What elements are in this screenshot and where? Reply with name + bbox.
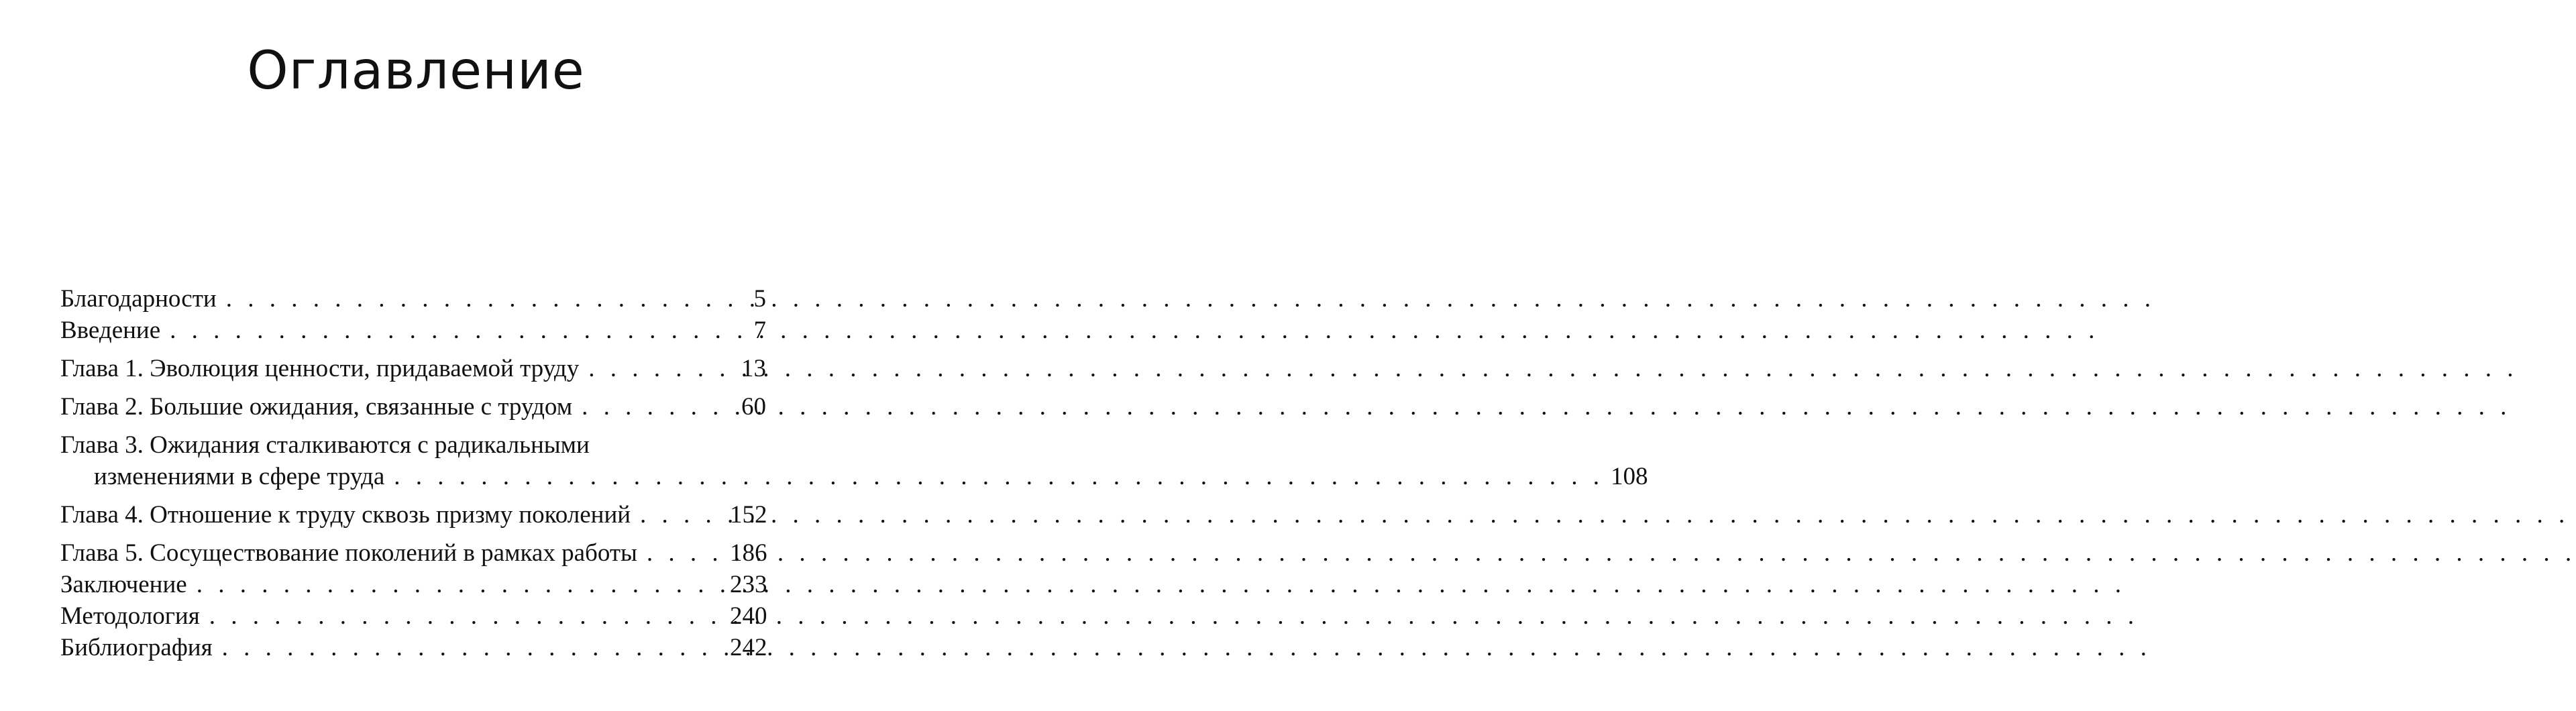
toc-entry-page: 108 [1611, 463, 1648, 490]
toc-entry-page: 186 [730, 539, 767, 567]
toc-entry-conclusion[interactable] [60, 569, 766, 600]
toc-entry-title: Глава 2. Большие ожидания, связанные с трудом [60, 393, 573, 421]
toc-entry-title: Глава 1. Эволюция ценности, придаваемой труду [60, 355, 580, 382]
toc-entry-title: Введение [60, 317, 161, 344]
toc-entry-page: 233 [730, 571, 767, 598]
dot-leader [588, 353, 723, 384]
toc-entry-title-line-1: Глава 3. Ожидания сталкиваются с радикальными [60, 431, 590, 459]
toc-entry-page: 240 [730, 602, 767, 630]
dot-leader [197, 569, 723, 600]
toc-entry-title: Глава 5. Сосуществование поколений в рамках работы [60, 539, 637, 567]
table-of-contents [60, 283, 1648, 663]
toc-entry-chapter-1[interactable] [60, 353, 766, 384]
toc-entry-page: 60 [741, 393, 766, 421]
toc-entry-title: Библиография [60, 634, 213, 661]
toc-entry-title: Заключение [60, 571, 187, 598]
dot-leader [647, 537, 723, 569]
toc-entry-acknowledgements[interactable] [60, 283, 766, 315]
toc-entry-introduction[interactable] [60, 315, 766, 346]
toc-entry-page: 152 [730, 501, 767, 529]
toc-entry-title-line-2: изменениями в сфере труда [94, 463, 385, 490]
toc-entry-page: 7 [753, 317, 766, 344]
dot-leader [226, 283, 723, 315]
toc-entry-methodology[interactable] [60, 600, 766, 632]
dot-leader: . . . . . . . . . . . . . . . . . . . . . . . . . . . . . . . . . . . . . . . . . . . . . . . . . . . . . . . . [394, 463, 1605, 490]
toc-entry-page: 5 [753, 285, 766, 313]
toc-entry-chapter-3[interactable] [60, 429, 1648, 492]
dot-leader [170, 315, 723, 346]
dot-leader [582, 391, 723, 423]
toc-entry-title: Методология [60, 602, 200, 630]
toc-entry-chapter-2[interactable] [60, 391, 766, 423]
toc-entry-title: Благодарности [60, 285, 217, 313]
dot-leader [222, 632, 723, 663]
toc-entry-page: 242 [730, 634, 767, 661]
toc-entry-page: 13 [741, 355, 766, 382]
page-title: Оглавление [247, 41, 585, 101]
toc-entry-chapter-5[interactable] [60, 537, 766, 569]
dot-leader [209, 600, 723, 632]
toc-entry-bibliography[interactable] [60, 632, 766, 663]
toc-entry-chapter-4[interactable] [60, 499, 766, 531]
toc-entry-title: Глава 4. Отношение к труду сквозь призму поколений [60, 501, 631, 529]
dot-leader [640, 499, 723, 531]
